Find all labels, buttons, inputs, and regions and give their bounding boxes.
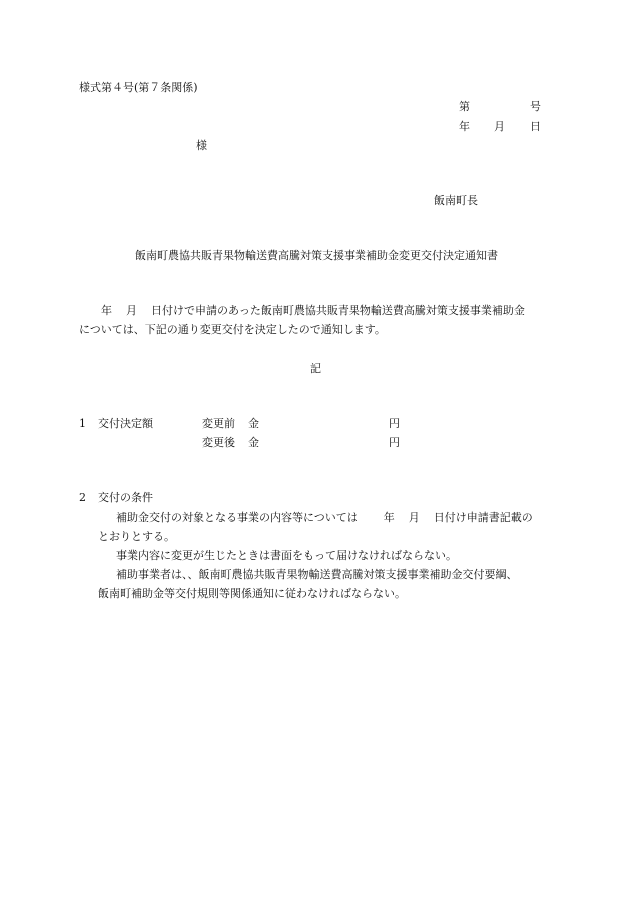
condition-1 (116, 511, 533, 525)
amount-after-label: 変更後 (202, 436, 235, 449)
amount-after-kin: 金 (248, 436, 259, 449)
condition-2: 事業内容に変更が生じたときは書面をもって届けなければならない。 (116, 549, 457, 562)
doc-number-prefix: 第 (459, 100, 470, 113)
body-line-1 (101, 304, 525, 318)
addressee-suffix: 様 (196, 139, 207, 152)
document-title: 飯南町農協共販青果物輸送費高騰対策支援事業補助金変更交付決定通知書 (135, 249, 498, 262)
date-day: 日 (530, 120, 541, 133)
body-month: 月 (126, 304, 137, 317)
amount-before-label: 変更前 (202, 417, 235, 430)
condition-3: 補助事業者は、、飯南町農協共販青果物輸送費高騰対策支援事業補助金交付要綱、 (116, 568, 518, 581)
date-year: 年 (459, 120, 470, 133)
condition-3-continued: 飯南町補助金等交付規則等関係通知に従わなければならない。 (98, 587, 406, 600)
section2-number: 2 (79, 491, 86, 504)
section2-label: 交付の条件 (98, 491, 153, 504)
section1-number: 1 (79, 417, 86, 430)
amount-before-yen: 円 (389, 417, 400, 430)
ki-heading: 記 (310, 362, 321, 375)
condition-1-b: 日付け申請書記載の (433, 511, 533, 524)
date-month: 月 (494, 120, 505, 133)
issuer: 飯南町長 (434, 194, 478, 207)
condition-1-month: 月 (408, 511, 420, 524)
condition-1-continued: とおりとする。 (98, 530, 175, 543)
form-number: 様式第４号(第７条関係) (79, 81, 198, 94)
body-line-2: については、下記の通り変更交付を決定したので通知します。 (79, 323, 386, 336)
doc-number-suffix: 号 (530, 100, 541, 113)
section1-label: 交付決定額 (98, 417, 153, 430)
amount-before-kin: 金 (248, 417, 259, 430)
condition-1-year: 年 (383, 511, 395, 524)
amount-after-yen: 円 (389, 436, 400, 449)
body-line1-rest: 日付けで申請のあった飯南町農協共販青果物輸送費高騰対策支援事業補助金 (151, 304, 525, 317)
condition-1-a: 補助金交付の対象となる事業の内容等については (116, 511, 358, 524)
body-year: 年 (101, 304, 112, 317)
